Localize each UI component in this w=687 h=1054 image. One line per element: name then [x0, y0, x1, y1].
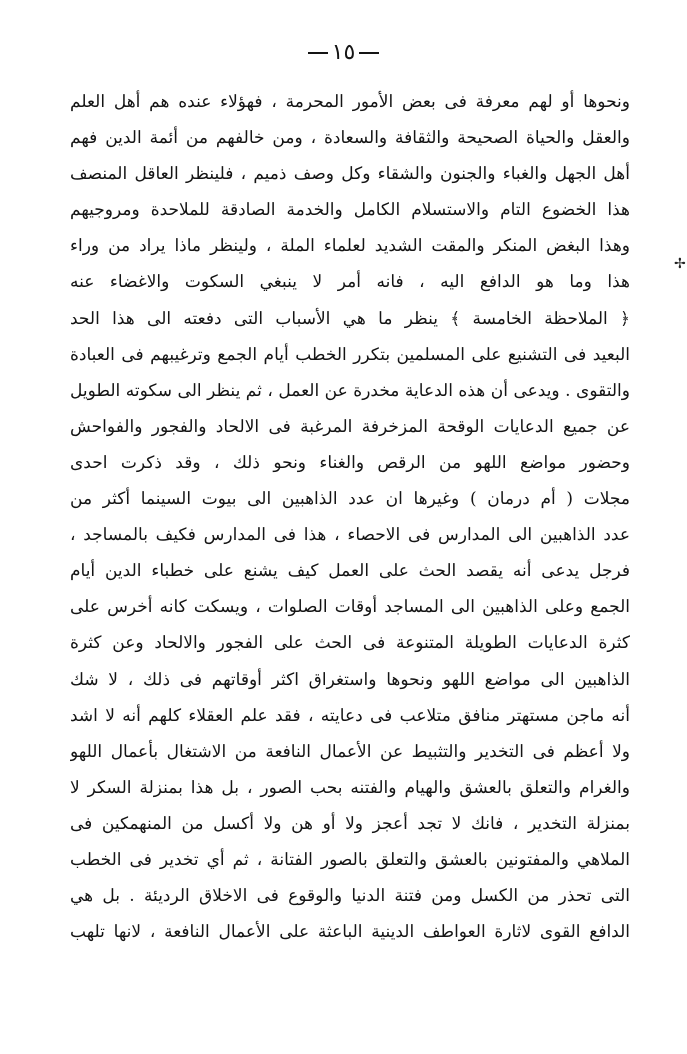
text-line: هذا وما هو الدافع اليه ، فانه أمر لا ينبغي السكوت والاغضاء عنه	[70, 272, 630, 293]
body-text	[70, 84, 630, 950]
text-line: كثرة الدعايات الطويلة المتنوعة فى الحث على الفجور والالحاد وعن كثرة	[70, 633, 630, 654]
page-number-dash-left	[308, 52, 328, 54]
text-line: عدد الذاهبين الى المدارس فى الاحصاء ، هذا فى المدارس فكيف بالمساجد ،	[70, 525, 630, 546]
text-line: والتقوى . ويدعى أن هذه الدعاية مخدرة عن العمل ، ثم ينظر الى سكوته الطويل	[70, 380, 630, 401]
text-line: ولا أعظم فى التخدير والتثبيط عن الأعمال النافعة من الاشتغال بأعمال اللهو	[70, 741, 630, 762]
text-line: هذا الخضوع التام والاستسلام الكامل والخدمة الصادقة للملاحدة ومروجيهم	[70, 200, 630, 221]
text-line: فرجل يدعى أنه يقصد الحث على العمل كيف يشنع على خطباء الدين أيام	[70, 561, 630, 582]
text-line: وهذا البغض المنكر والمقت الشديد لعلماء الملة ، ولينظر ماذا يراد من وراء	[70, 236, 630, 257]
page-number-value: ١٥	[331, 40, 356, 65]
section-heading-line: ﴿ الملاحظة الخامسة ﴾ ينظر ما هي الأسباب التى دفعته الى هذا الحد	[70, 308, 630, 329]
text-line: الدافع القوى لاثارة العواطف الدينية الباعثة على الأعمال النافعة ، لانها تلهب	[70, 922, 630, 943]
text-line: التى تحذر من الكسل ومن فتنة الدنيا والوقوع فى الاخلاق الرديئة . بل هي	[70, 886, 630, 907]
text-line: البعيد فى التشنيع على المسلمين بتكرر الخطب أيام الجمع وترغيبهم فى العبادة	[70, 344, 630, 365]
text-line: عن جميع الدعايات الوقحة المزخرفة المرغبة فى الالحاد والفجور والفواحش	[70, 416, 630, 437]
text-line: بمنزلة التخدير ، فانك لا تجد أعجز ولا أو هن ولا أكسل من المنهمكين فى	[70, 813, 630, 834]
text-line: والغرام والتعلق بالعشق والهيام والفتنه بحب الصور ، بل هذا بمنزلة السكر لا	[70, 777, 630, 798]
text-line: أهل الجهل والغباء والجنون والشقاء وكل وصف ذميم ، فلينظر العاقل المنصف	[70, 164, 630, 185]
page-number-dash-right	[359, 52, 379, 54]
text-line: وحضور مواضع اللهو من الرقص والغناء ونحو ذلك ، وقد ذكرت احدى	[70, 452, 630, 473]
text-line: الملاهي والمفتونين بالعشق والتعلق بالصور الفتانة ، ثم أي تخدير فى الخطب	[70, 849, 630, 870]
text-line: الجمع وعلى الذاهبين الى المساجد أوقات الصلوات ، ويسكت كانه أخرس على	[70, 597, 630, 618]
text-line: الذاهبين الى مواضع اللهو ونحوها واستغراق اكثر أوقاتهم فى ذلك ، لا شك	[70, 669, 630, 690]
text-line: ونحوها أو لهم معرفة فى بعض الأمور المحرمة ، فهؤلاء عنده هم أهل العلم	[70, 92, 630, 112]
text-line: مجلات ( أم درمان ) وغيرها ان عدد الذاهبين الى بيوت السينما أكثر من	[70, 489, 630, 510]
text-line: أنه ماجن مستهتر منافق متلاعب فى دعايته ، فقد علم العقلاء كلهم أنه لا اشد	[70, 705, 630, 726]
page-number	[0, 40, 687, 65]
margin-mark: ✢	[674, 256, 686, 272]
text-line: والعقل والحياة الصحيحة والثقافة والسعادة ، ومن خالفهم من أئمة الدين فهم	[70, 128, 630, 149]
